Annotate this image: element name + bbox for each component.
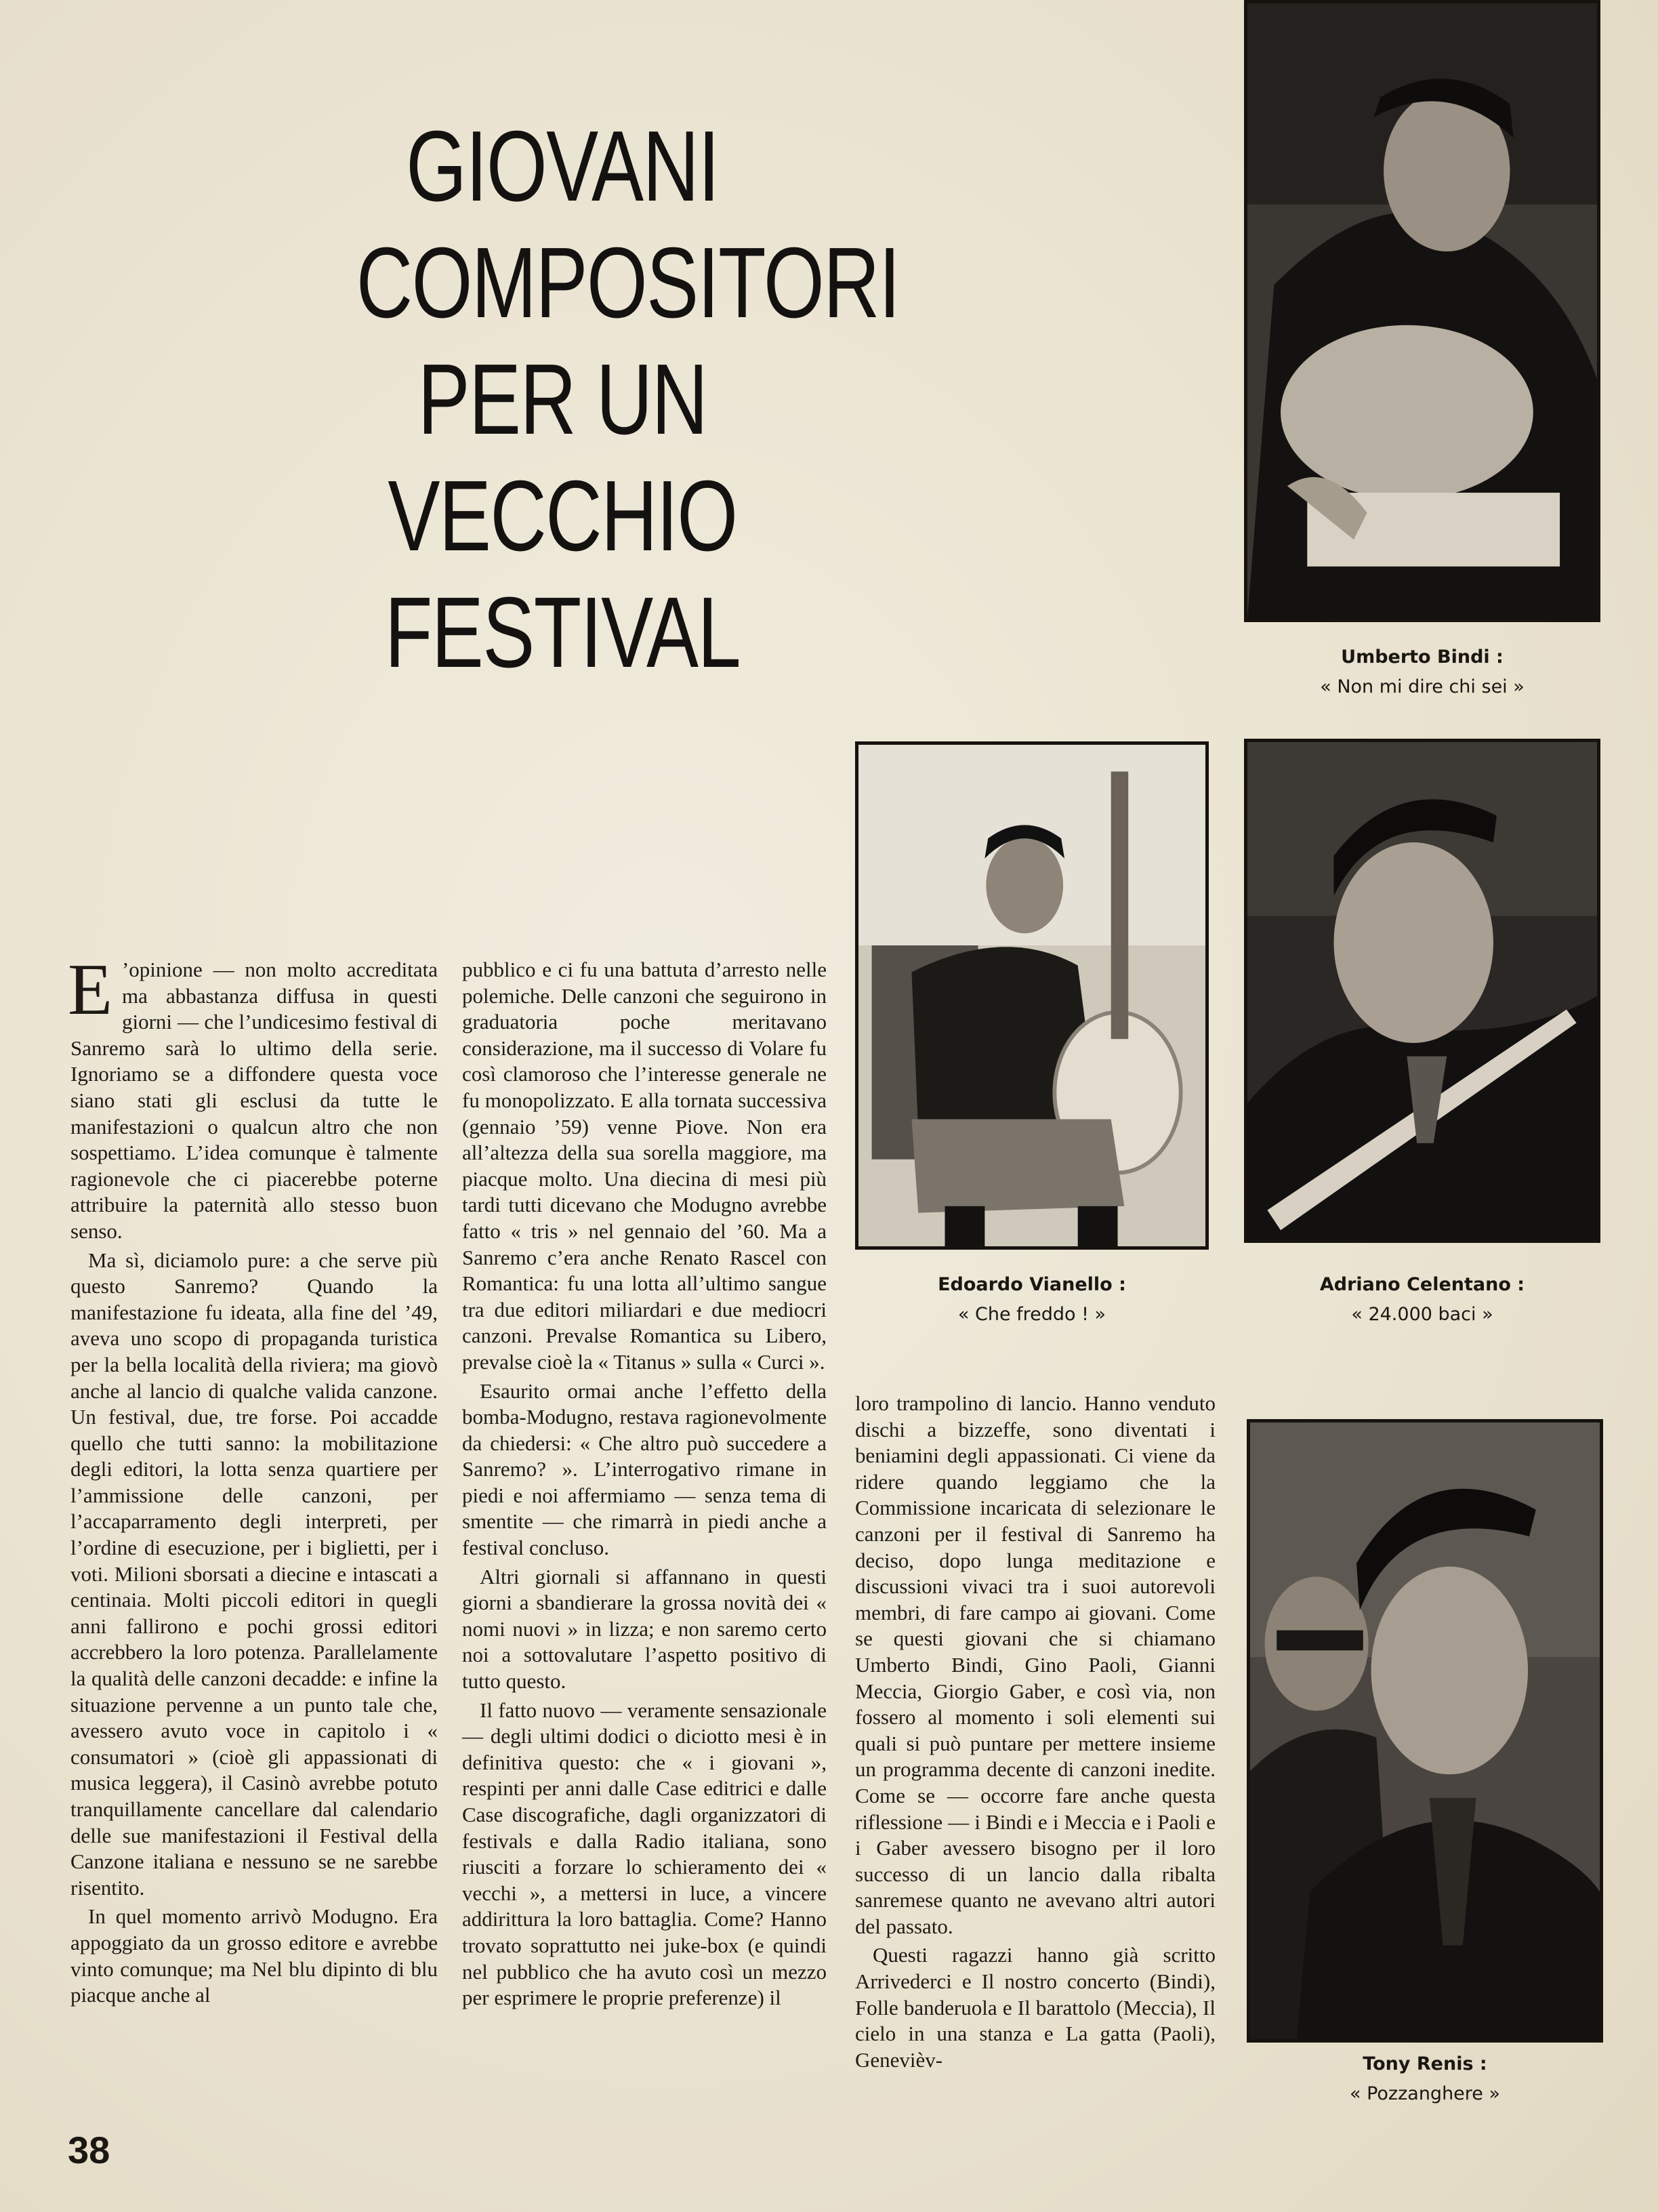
article-paragraph: Questi ragazzi hanno già scritto Arrivederci e Il nostro concerto (Bindi), Folle banderuola e Il barattolo (Meccia), Il cielo in una stanza e La gatta (Paoli), Genevièv- bbox=[855, 1943, 1216, 2072]
headline-line: COMPOSITORI bbox=[356, 227, 900, 339]
photo-tony-renis bbox=[1247, 1419, 1603, 2043]
caption-song: « 24.000 baci » bbox=[1351, 1304, 1493, 1325]
photo-caption bbox=[855, 1270, 1209, 1330]
page-number: 38 bbox=[68, 2129, 110, 2171]
caption-song: « Che freddo ! » bbox=[957, 1304, 1106, 1325]
article-paragraph: In quel momento arrivò Modugno. Era appoggiato da un grosso editore e avrebbe vinto comunque; ma Nel blu dipinto di blu piacque anche al bbox=[70, 1904, 438, 2007]
article-paragraph: loro trampolino di lancio. Hanno venduto dischi a bizzeffe, sono diventati i beniamini degli appassionati. Ci viene da ridere quando leggiamo che la Commissione incaricata di selezionare le canzoni per il festival di Sanremo ha deciso, dopo lunga meditazione e discussioni vivaci tra i suoi autorevoli membri, di fare campo ai giovani. Come se questi giovani che si chiamano Umberto Bindi, Gino Paoli, Gianni Meccia, Giorgio Gaber, e così via, non fossero al momento i soli elementi sui quali si può puntare per mettere insieme un programma decente di canzoni inedite. Come se — occorre fare anche questa riflessione — i Bindi e i Meccia e i Paoli e i Gaber avessero bisogno per il loro successo di un lancio dalla ribalta sanremese quanto ne avevano altri autori del passato. bbox=[855, 1391, 1216, 1938]
caption-song: « Pozzanghere » bbox=[1349, 2083, 1501, 2104]
article-paragraph: Esaurito ormai anche l’effetto della bomba-Modugno, restava ragionevolmente da chiedersi: « Che altro può succedere a Sanremo? ». L’interrogativo rimane in piedi e noi affermiamo — senza tema di smentite — che rimarrà in piedi anche a festival concluso. bbox=[462, 1378, 827, 1560]
caption-name: Umberto Bindi : bbox=[1341, 647, 1504, 668]
article-paragraph: Ma sì, diciamolo pure: a che serve più questo Sanremo? Quando la manifestazione fu ideata, alla fine del ’49, aveva uno scopo di propaganda turistica per la bella località della riviera; ma giovò anche al lancio di qualche valida canzone. Un festival, due, tre forse. Poi accadde quello che tutti sanno: la mobilitazione degli editori, la lotta senza quartiere per l’ammissione delle canzoni, per l’accaparramento degli interpreti, per l’ordine di esecuzione, per i biglietti, per i voti. Milioni sborsati a diecine e intascati a centinaia. Molti piccoli editori in quegli anni fallirono e pochi grossi editori accrebbero la loro potenza. Parallelamente la qualità delle canzoni decadde: e infine la situazione pervenne a un punto tale che, avessero avuto voce in capitolo i « consumatori » (cioè gli appassionati di musica leggera), il Casinò avrebbe potuto tranquillamente cancellare dal calendario delle sue manifestazioni il Festival della Canzone italiana e nessuno se ne sarebbe risentito. bbox=[70, 1248, 438, 1900]
article-headline bbox=[356, 108, 900, 691]
article-paragraph: Altri giornali si affannano in questi giorni a sbandierare la grossa novità dei « nomi nuovi » in lizza; e non saremo certo noi a sottovalutare l’aspetto positivo di tutto questo. bbox=[462, 1564, 827, 1694]
caption-song: « Non mi dire chi sei » bbox=[1320, 676, 1525, 697]
headline-line: PER UN bbox=[417, 344, 707, 455]
photo-umberto-bindi bbox=[1244, 0, 1600, 622]
article-column-3 bbox=[855, 1391, 1216, 2073]
portrait-image bbox=[1247, 742, 1597, 1240]
article-column-1 bbox=[68, 949, 438, 2009]
caption-name: Adriano Celentano : bbox=[1319, 1274, 1525, 1295]
drop-cap: E bbox=[68, 949, 112, 1030]
portrait-image bbox=[1247, 3, 1597, 619]
headline-line: FESTIVAL bbox=[384, 577, 741, 689]
caption-name: Tony Renis : bbox=[1363, 2053, 1487, 2074]
portrait-image bbox=[858, 745, 1205, 1246]
headline-line: VECCHIO bbox=[388, 460, 737, 572]
article-paragraph: pubblico e ci fu una battuta d’arresto nelle polemiche. Delle canzoni che seguirono in graduatoria poche meritavano considerazione, ma il successo di Volare fu così clamoroso che l’interesse generale ne fu monopolizzato. E alla tornata successiva (gennaio ’59) venne Piove. Non era all’altezza della sua sorella maggiore, ma piacque molto. Una diecina di mesi più tardi tutti dicevano che Modugno avrebbe fatto « tris » nel gennaio del ’60. Ma a Sanremo c’era anche Renato Rascel con Romantica: fu una lotta all’ultimo sangue tra due editori miliardari e due mediocri canzoni. Prevalse Romantica su Libero, prevalse cioè la « Titanus » sulla « Curci ». bbox=[462, 958, 827, 1374]
photo-adriano-celentano bbox=[1244, 739, 1600, 1243]
portrait-image bbox=[1250, 1422, 1600, 2039]
photo-edoardo-vianello bbox=[855, 741, 1209, 1250]
headline-line: GIOVANI bbox=[406, 110, 719, 222]
article-paragraph: E ’opinione — non molto accreditata ma abbastanza diffusa in questi giorni — che l’undicesimo festival di Sanremo sarà lo ultimo della serie. Ignoriamo se a diffondere questa voce siano stati gli esclusi da tutte le manifestazioni o qualcun altro che non sospettiamo. L’idea comunque è talmente ragionevole che ci piacerebbe poterne attribuire la paternità allo stesso buon senso. bbox=[68, 949, 438, 1243]
caption-name: Edoardo Vianello : bbox=[938, 1274, 1126, 1295]
photo-caption bbox=[1247, 2049, 1603, 2109]
article-paragraph: Il fatto nuovo — veramente sensazionale — degli ultimi dodici o diciotto mesi è in definitiva questo: che « i giovani », respinti per anni dalle Case editrici e dalle Case discografiche, dagli organizzatori di festivals e dalla Radio italiana, sono riusciti a forzare lo schieramento dei « vecchi », a mettersi in luce, a vincere addirittura la loro battaglia. Come? Hanno trovato soprattutto nei juke-box (e quindi nel pubblico che ha avuto così un mezzo per esprimere le proprie preferenze) il bbox=[462, 1698, 827, 2010]
article-column-2 bbox=[462, 957, 827, 2011]
photo-caption bbox=[1244, 1270, 1600, 1330]
photo-caption bbox=[1244, 642, 1600, 702]
